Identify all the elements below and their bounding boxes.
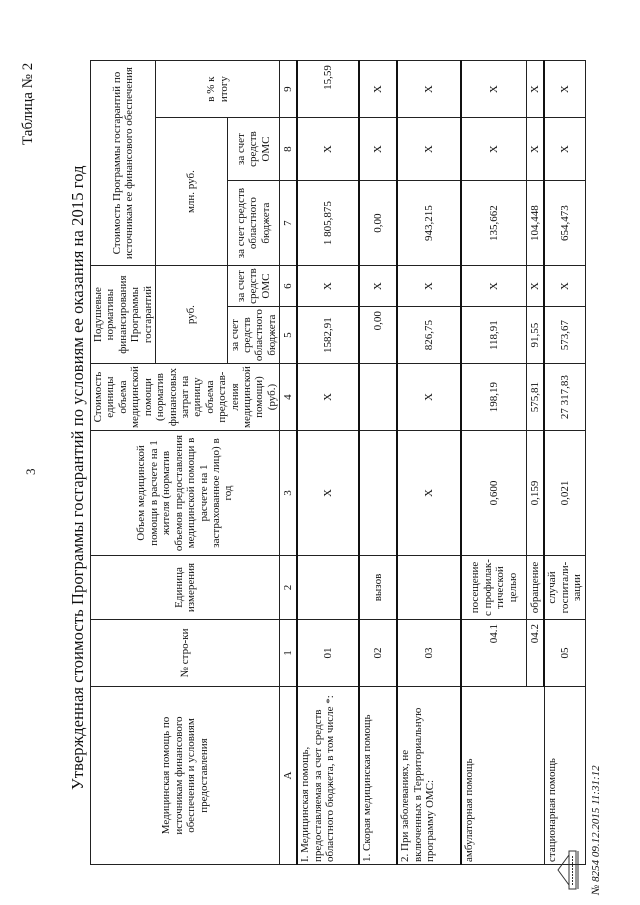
row-volume: 0,159 — [527, 431, 545, 556]
row-unit: посещение с профилак-тической целью — [461, 556, 527, 620]
table-row — [461, 61, 527, 865]
col-number: 8 — [280, 118, 298, 181]
table-row — [397, 61, 461, 865]
cost-table — [90, 60, 586, 865]
row-number: 04.1 — [461, 620, 527, 687]
row-unit: вызов — [359, 556, 397, 620]
row-cost-budget: 943,215 — [397, 181, 461, 266]
row-unit-cost: X — [397, 364, 461, 431]
registration-stamp: № 8254 09.12.2015 11:31:12 — [590, 765, 602, 895]
row-label: 2. При заболеваниях, не включенных в Территориальную программу ОМС: — [397, 687, 461, 865]
row-label: 1. Скорая медицинская помощь — [359, 687, 397, 865]
table-row — [359, 61, 397, 865]
page-number: 3 — [23, 468, 38, 475]
row-volume: 0,021 — [544, 431, 585, 556]
row-norm-oms: X — [397, 266, 461, 307]
header-col-5: за счет средств областного бюджета — [227, 307, 280, 364]
header-col-8: за счет средств ОМС — [227, 118, 280, 181]
row-number: 02 — [359, 620, 397, 687]
header-norm-unit: руб. — [156, 266, 228, 364]
row-volume — [359, 431, 397, 556]
table-number: Таблица № 2 — [20, 62, 36, 145]
col-number: 5 — [280, 307, 298, 364]
row-norm-oms: X — [359, 266, 397, 307]
header-col-1: № стро-ки — [91, 620, 280, 687]
col-number: 7 — [280, 181, 298, 266]
row-cost-budget: 654,473 — [544, 181, 585, 266]
col-number: 9 — [280, 61, 298, 118]
row-unit: обращение — [527, 556, 545, 620]
row-cost-oms: X — [527, 118, 545, 181]
row-unit: случай госпитали-зации — [544, 556, 585, 620]
row-cost-oms: X — [297, 118, 359, 181]
row-norm-budget: 1582,91 — [297, 307, 359, 364]
row-unit-cost: 27 317,83 — [544, 364, 585, 431]
row-cost-budget: 135,662 — [461, 181, 527, 266]
col-number: 3 — [280, 431, 298, 556]
col-number: 1 — [280, 620, 298, 687]
row-label: амбулаторная помощь — [461, 687, 544, 865]
row-norm-oms: X — [461, 266, 527, 307]
row-percent: X — [461, 61, 527, 118]
row-cost-budget: 1 805,875 — [297, 181, 359, 266]
row-norm-oms: X — [297, 266, 359, 307]
row-number: 04.2 — [527, 620, 545, 687]
row-percent: X — [359, 61, 397, 118]
row-label: I. Медицинская помощь, предоставляемая за счет средств областного бюджета, в том числе *: — [297, 687, 359, 865]
header-col-4: Стоимость единицы объема медицинской помощи (норматив финансовых затрат на единицу объема предостав-ления медицинской помощи) (руб.) — [91, 364, 280, 431]
col-number: 4 — [280, 364, 298, 431]
row-cost-budget: 0,00 — [359, 181, 397, 266]
header-cost-unit: млн. руб. — [156, 118, 228, 266]
header-col-7: за счет средств областного бюджета — [227, 181, 280, 266]
row-norm-budget: 0,00 — [359, 307, 397, 364]
row-unit-cost: 198,19 — [461, 364, 527, 431]
row-percent: X — [544, 61, 585, 118]
row-percent: X — [527, 61, 545, 118]
table-row — [544, 61, 585, 865]
header-group-norm: Подушевые нормативы финансирования Программы госгарантий — [91, 266, 156, 364]
row-unit — [397, 556, 461, 620]
row-norm-oms: X — [544, 266, 585, 307]
row-norm-budget: 91,55 — [527, 307, 545, 364]
header-group-cost: Стоимость Программы госгарантий по источникам ее финансового обеспечения — [91, 61, 156, 266]
row-norm-budget: 118,91 — [461, 307, 527, 364]
row-percent: 15,59 — [297, 61, 359, 118]
row-volume: X — [397, 431, 461, 556]
header-col-2: Единица измерения — [91, 556, 280, 620]
row-cost-oms: X — [461, 118, 527, 181]
table-row — [297, 61, 359, 865]
column-numbers-row — [280, 61, 298, 865]
row-unit — [297, 556, 359, 620]
stamp-logo — [555, 845, 581, 895]
row-cost-oms: X — [397, 118, 461, 181]
header-col-9: в % к итогу — [156, 61, 280, 118]
row-unit-cost: X — [297, 364, 359, 431]
row-norm-oms: X — [527, 266, 545, 307]
row-label: стационарная помощь — [544, 687, 585, 865]
row-unit-cost — [359, 364, 397, 431]
row-unit-cost: 575,81 — [527, 364, 545, 431]
row-number: 03 — [397, 620, 461, 687]
row-cost-budget: 104,448 — [527, 181, 545, 266]
row-volume: X — [297, 431, 359, 556]
row-cost-oms: X — [359, 118, 397, 181]
col-number: 6 — [280, 266, 298, 307]
row-volume: 0,600 — [461, 431, 527, 556]
col-number: 2 — [280, 556, 298, 620]
col-number: А — [280, 687, 298, 865]
row-norm-budget: 826,75 — [397, 307, 461, 364]
row-percent: X — [397, 61, 461, 118]
page-title: Утвержденная стоимость Программы госгарантий по условиям ее оказания на 2015 год — [68, 165, 87, 790]
row-number: 05 — [544, 620, 585, 687]
row-cost-oms: X — [544, 118, 585, 181]
header-col-3: Объем медицинской помощи в расчете на 1 жителя (норматив объемов предоставления медицинской помощи в расчете на 1 застрахованное лицо) в год — [91, 431, 280, 556]
row-number: 01 — [297, 620, 359, 687]
header-col-6: за счет средств ОМС — [227, 266, 280, 307]
row-norm-budget: 573,67 — [544, 307, 585, 364]
header-col-a: Медицинская помощь по источникам финансового обеспечения и условиям предоставления — [91, 687, 280, 865]
